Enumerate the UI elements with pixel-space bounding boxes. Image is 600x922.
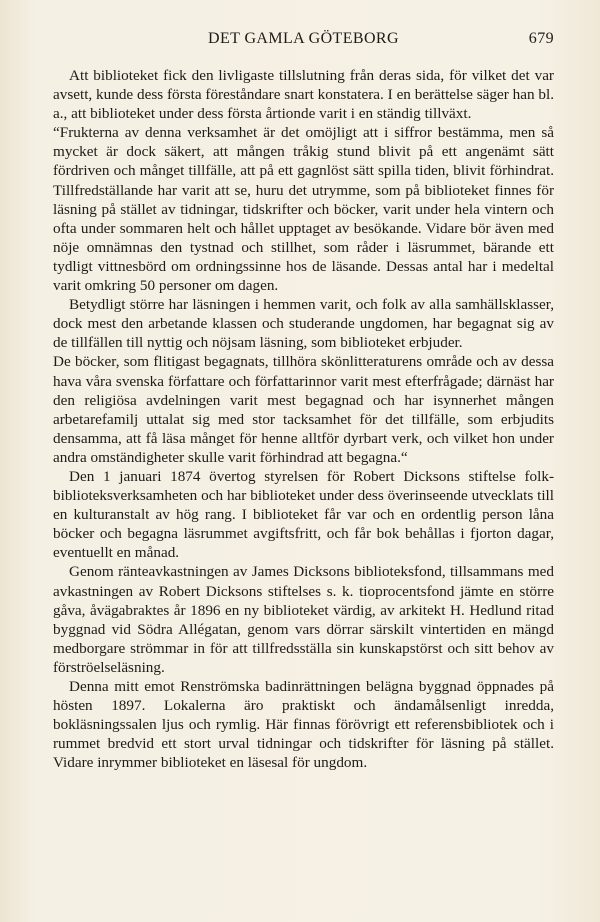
- paragraph-report-quote: “Frukterna av denna verksamhet är det omöjligt att i siffror bestämma, men så mycket är dock säkert, att mången tråkig stund blivit på ett angenämt sätt fördriven och månget tillfälle, att på ett gagnlöst sätt spilla tiden, blivit förhindrat. Tillfredställande har varit att se, huru det utrymme, som på biblioteket finnes för läsning på stället av tidningar, tidskrifter och böcker, varit under hela vintern och ofta under sommaren helt och hållet upptaget av besökande. Vidare bör även med nöje omnämnas den tystnad och stillhet, som råder i läsrummet, bärande ett tydligt vittnesbörd om ordningssinne hos de läsande. Dessas antal har i medeltal varit omkring 50 personer om dagen.: [53, 124, 554, 295]
- paragraph-opening-1897: Denna mitt emot Renströmska badinrättningen belägna byggnad öppnades på hösten 1897. Lokalerna äro praktiskt och ändamålsenligt inredda, bokläsningssalen ljus och rymlig. Här finnas förövrigt ett referensbibliotek och i rummet bredvid ett stort urval tidningar och tidskrifter för läsning på stället. Vidare inrymmer biblioteket en läsesal för ungdom.: [53, 678, 554, 772]
- body-text: [53, 66, 554, 772]
- running-title: DET GAMLA GÖTEBORG: [208, 30, 399, 47]
- paragraph-dickson-foundation: Den 1 januari 1874 övertog styrelsen för Robert Dicksons stiftelse folkbiblioteksverksamheten och har biblioteket under dess överinseende utvecklats till en kulturanstalt av hög rang. I biblioteket får var och en ordentlig person låna böcker och begagna läsrummet avgiftsfritt, och får bok behållas i fjorton dagar, eventuellt en månad.: [53, 467, 554, 562]
- paragraph-home-reading: Betydligt större har läsningen i hemmen varit, och folk av alla samhällsklasser, dock mest den arbetande klassen och studerande ungdomen, har begagnat sig av de tillfällen till nyttig och nöjsam läsning, som biblioteket erbjuder.: [53, 296, 554, 352]
- paragraph-book-popularity: De böcker, som flitigast begagnats, tillhöra skönlitteraturens område och av dessa hava våra svenska författare och författarinnor varit mest efterfrågade; därnäst har den religiösa avdelningen varit mest begagnad och har isynnerhet mången arbetarefamilj uttalat sig med stor tacksamhet för det tillfälle, som erbjudits densamma, att få läsa månget för henne alltför dyrbart verk, och vilket hon under andra omständigheter skulle varit förhindrad att begagna.“: [53, 353, 554, 466]
- paragraph-new-building: Genom ränteavkastningen av James Dicksons biblioteksfond, tillsammans med avkastningen av Robert Dicksons stiftelses s. k. tioprocentsfond jämte en större gåva, åvägabraktes år 1896 en ny biblioteket värdig, av arkitekt H. Hedlund ritad byggnad vid Södra Allégatan, genom vars dörrar särskilt vintertiden en mängd medborgare strömmar in för att tillfredsställa sin kunskapstörst och sitt behov av förströelseläsning.: [53, 563, 554, 676]
- paragraph-library-growth: Att biblioteket fick den livligaste tillslutning från deras sida, för vilket det var avsett, kunde dess första föreståndare snart konstatera. I en berättelse säger han bl. a., att biblioteket under dess första årtionde varit i en ständig tillväxt.: [53, 67, 554, 123]
- page-number: 679: [528, 30, 554, 47]
- running-head: [53, 30, 554, 54]
